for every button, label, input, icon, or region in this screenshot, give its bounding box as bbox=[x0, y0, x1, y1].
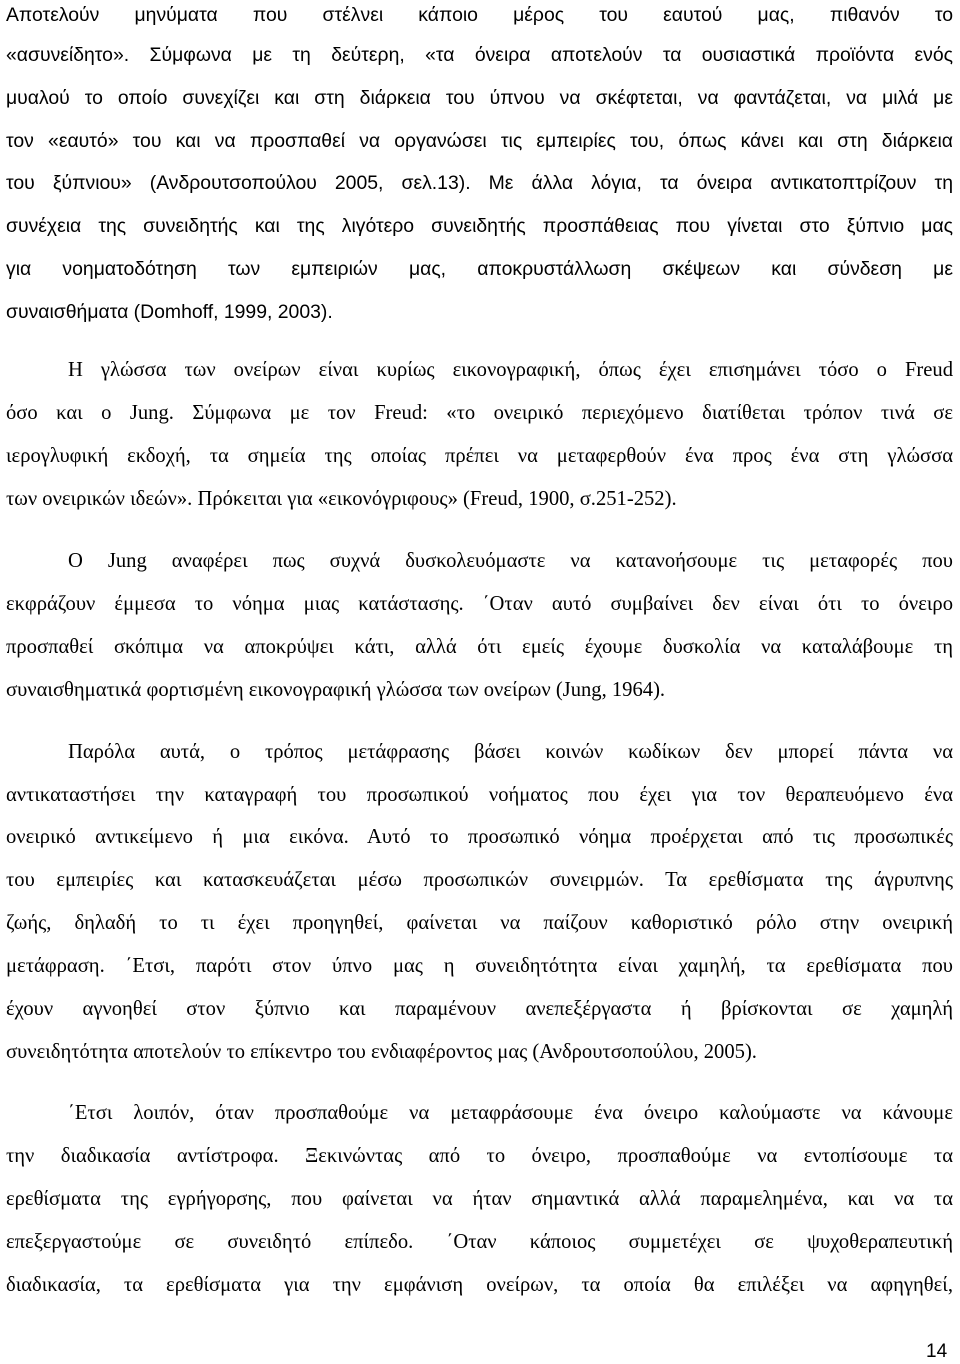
text-line: συναισθηματικά φορτισμένη εικονογραφική γλώσσα των ονείρων (Jung, 1964). bbox=[6, 679, 666, 701]
text-line: την διαδικασία αντίστροφα. Ξεκινώντας από το όνειρο, προσπαθούμε να εντοπίσουμε τα bbox=[6, 1145, 953, 1167]
text-line: ερεθίσματα της εγρήγορσης, που φαίνεται να ήταν σημαντικά αλλά παραμελημένα, και να τα bbox=[6, 1188, 953, 1210]
text-line: όσο και ο Jung. Σύμφωνα με τον Freud: «το ονειρικό περιεχόμενο διατίθεται τρόπον τινά σε bbox=[6, 402, 953, 424]
text-line: συνειδητότητα αποτελούν το επίκεντρο του ενδιαφέροντος μας (Ανδρουτσοπούλου, 2005). bbox=[6, 1041, 757, 1063]
text-line: επεξεργαστούμε σε συνειδητό επίπεδο. ΄Οταν κάποιος συμμετέχει σε ψυχοθεραπευτική bbox=[6, 1231, 953, 1253]
text-line: μετάφραση. ΄Ετσι, παρότι στον ύπνο μας η συνειδητότητα είναι χαμηλή, τα ερεθίσματα που bbox=[6, 955, 953, 977]
text-line: του εμπειρίες και κατασκευάζεται μέσω προσωπικών συνειρμών. Τα ερεθίσματα της άγρυπνης bbox=[6, 869, 953, 891]
text-line: προσπαθεί σκόπιμα να αποκρύψει κάτι, αλλά ότι εμείς έχουμε δυσκολία να καταλάβουμε τη bbox=[6, 636, 953, 658]
text-line: ιερογλυφική εκδοχή, τα σημεία της οποίας πρέπει να μεταφερθούν ένα προς ένα στη γλώσσα bbox=[6, 445, 953, 467]
text-line: του ξύπνιου» (Ανδρουτσοπούλου 2005, σελ.13). Με άλλα λόγια, τα όνειρα αντικατοπτρίζουν τη bbox=[6, 172, 953, 194]
text-line: μυαλού το οποίο συνεχίζει και στη διάρκεια του ύπνου να σκέφτεται, να φαντάζεται, να μιλά με bbox=[6, 87, 953, 109]
text-line: ΄Ετσι λοιπόν, όταν προσπαθούμε να μεταφράσουμε ένα όνειρο καλούμαστε να κάνουμε bbox=[68, 1102, 953, 1124]
text-line: «ασυνείδητο». Σύμφωνα με τη δεύτερη, «τα όνειρα αποτελούν τα ουσιαστικά προϊόντα ενός bbox=[6, 44, 953, 66]
text-line: για νοηματοδότηση των εμπειριών μας, αποκρυστάλλωση σκέψεων και σύνδεση με bbox=[6, 258, 953, 280]
text-line: εκφράζουν έμμεσα το νόημα μιας κατάστασης. ΄Οταν αυτό συμβαίνει δεν είναι ότι το όνειρο bbox=[6, 593, 953, 615]
text-line: έχουν αγνοηθεί στον ξύπνιο και παραμένουν ανεπεξέργαστα ή βρίσκονται σε χαμηλή bbox=[6, 998, 953, 1020]
text-line: συνέχεια της συνειδητής και της λιγότερο συνειδητής προσπάθειας που γίνεται στο ξύπνιο μας bbox=[6, 215, 953, 237]
text-line: Ο Jung αναφέρει πως συχνά δυσκολευόμαστε να κατανοήσουμε τις μεταφορές που bbox=[68, 550, 953, 572]
text-line: ονειρικό αντικείμενο ή μια εικόνα. Αυτό το προσωπικό νόημα προέρχεται από τις προσωπικές bbox=[6, 826, 953, 848]
text-line: Παρόλα αυτά, ο τρόπος μετάφρασης βάσει κοινών κωδίκων δεν μπορεί πάντα να bbox=[68, 741, 953, 763]
text-line: Η γλώσσα των ονείρων είναι κυρίως εικονογραφική, όπως έχει επισημάνει τόσο ο Freud bbox=[68, 359, 953, 381]
text-line: Αποτελούν μηνύματα που στέλνει κάποιο μέρος του εαυτού μας, πιθανόν το bbox=[6, 4, 953, 26]
text-line: αντικαταστήσει την καταγραφή του προσωπικού νοήματος που έχει για τον θεραπευόμενο ένα bbox=[6, 784, 953, 806]
text-line: των ονειρικών ιδεών». Πρόκειται για «εικονόγριφους» (Freud, 1900, σ.251-252). bbox=[6, 488, 677, 510]
text-line: διαδικασία, τα ερεθίσματα για την εμφάνιση ονείρων, τα οποία θα επιλέξει να αφηγηθεί, bbox=[6, 1274, 953, 1296]
text-line: συναισθήματα (Domhoff, 1999, 2003). bbox=[6, 301, 333, 323]
page-number: 14 bbox=[926, 1341, 948, 1362]
text-line: τον «εαυτό» του και να προσπαθεί να οργανώσει τις εμπειρίες του, όπως κάνει και στη διάρκεια bbox=[6, 130, 953, 152]
text-line: ζωής, δηλαδή το τι έχει προηγηθεί, φαίνεται να παίζουν καθοριστικό ρόλο στην ονειρική bbox=[6, 912, 953, 934]
